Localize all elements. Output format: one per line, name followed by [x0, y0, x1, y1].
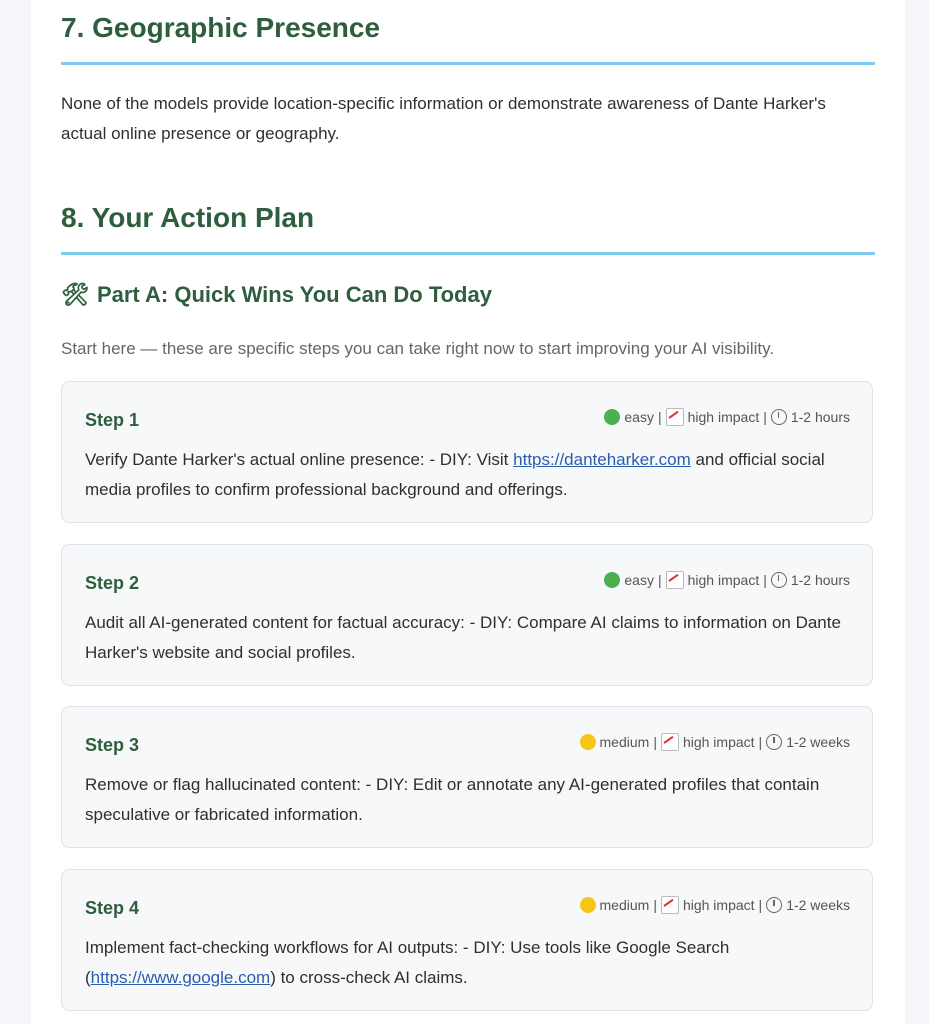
difficulty-label: medium	[599, 734, 650, 750]
step-title: Step 4	[85, 898, 140, 918]
step-title: Step 3	[85, 735, 140, 755]
step-card	[61, 544, 873, 686]
stopwatch-icon	[766, 897, 782, 913]
tools-icon: 🛠	[61, 282, 89, 307]
stopwatch-icon	[771, 572, 787, 588]
chart-increasing-icon	[666, 408, 684, 426]
time-estimate-label: 1-2 weeks	[786, 734, 850, 750]
chart-increasing-icon	[661, 733, 679, 751]
stopwatch-icon	[766, 734, 782, 750]
meta-separator: |	[758, 734, 763, 750]
step-meta	[580, 896, 850, 914]
time-estimate-label: 1-2 hours	[790, 409, 850, 425]
part-a-intro: Start here — these are specific steps you can take right now to start improving your AI visibility.	[61, 339, 775, 358]
impact-label: high impact	[687, 409, 760, 425]
step-link[interactable]: https://www.google.com	[90, 968, 271, 987]
impact-label: high impact	[687, 572, 760, 588]
part-a-heading	[61, 282, 492, 308]
step-meta	[604, 571, 850, 589]
meta-separator: |	[657, 572, 662, 588]
section-heading-geographic-presence: 7. Geographic Presence	[61, 12, 381, 43]
time-estimate-label: 1-2 hours	[790, 572, 850, 588]
impact-label: high impact	[682, 734, 755, 750]
section-heading-action-plan: 8. Your Action Plan	[61, 202, 315, 233]
step-description: Remove or flag hallucinated content: - DIY: Edit or annotate any AI-generated profiles that contain speculative or fabricated information.	[85, 775, 820, 824]
meta-separator: |	[653, 734, 657, 750]
step-description: Audit all AI-generated content for factual accuracy: - DIY: Compare AI claims to information on Dante Harker's website and social profiles.	[85, 613, 841, 662]
meta-separator: |	[763, 572, 767, 588]
chart-increasing-icon	[661, 896, 679, 914]
step-card	[61, 381, 873, 523]
step-meta	[604, 408, 850, 426]
step-title: Step 2	[85, 573, 140, 593]
step-description: Implement fact-checking workflows for AI outputs: - DIY: Use tools like Google Search (https://www.google.com) to cross-check AI claims.	[85, 938, 730, 987]
chart-increasing-icon	[666, 571, 684, 589]
difficulty-dot-icon	[580, 734, 596, 750]
section-divider	[61, 62, 875, 65]
part-a-title: Part A: Quick Wins You Can Do Today	[96, 282, 492, 307]
step-link[interactable]: https://danteharker.com	[513, 450, 691, 469]
step-title: Step 1	[85, 410, 140, 430]
step-card	[61, 869, 873, 1011]
step-card	[61, 706, 873, 848]
difficulty-dot-icon	[604, 409, 620, 425]
section-body-geographic-presence: None of the models provide location-specific information or demonstrate awareness of Dante Harker's actual online presence or geography.	[61, 94, 826, 143]
meta-separator: |	[657, 409, 662, 425]
difficulty-dot-icon	[604, 572, 620, 588]
meta-separator: |	[763, 409, 767, 425]
difficulty-label: medium	[599, 897, 650, 913]
step-description: Verify Dante Harker's actual online presence: - DIY: Visit https://danteharker.com and official social media profiles to confirm professional background and offerings.	[85, 450, 825, 499]
impact-label: high impact	[682, 897, 755, 913]
time-estimate-label: 1-2 weeks	[786, 897, 850, 913]
step-meta	[580, 733, 850, 751]
difficulty-dot-icon	[580, 897, 596, 913]
meta-separator: |	[653, 897, 657, 913]
report-page	[31, 0, 905, 1024]
difficulty-label: easy	[624, 409, 654, 425]
difficulty-label: easy	[624, 572, 654, 588]
meta-separator: |	[758, 897, 763, 913]
section-divider	[61, 252, 875, 255]
stopwatch-icon	[771, 409, 787, 425]
